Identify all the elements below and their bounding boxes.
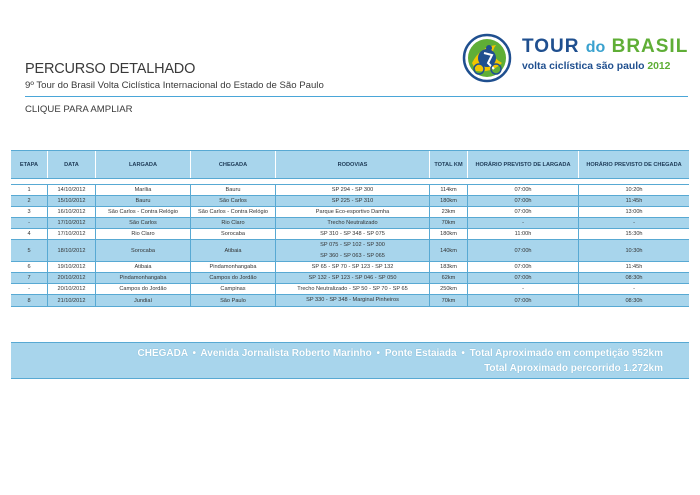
cell-largada: Pindamonhangaba [96,273,191,283]
logo-brasil: BRASIL [611,36,689,57]
cell-largada: Campos do Jordão [96,284,191,294]
cell-data: 17/10/2012 [48,218,96,228]
cell-total-km: 70km [430,218,468,228]
cell-data: 20/10/2012 [48,284,96,294]
cell-total-km: 114km [430,185,468,195]
cell-data: 18/10/2012 [48,240,96,261]
cell-horario-chegada: 10:20h [625,187,643,193]
cell-horario-largada: 11:00h [468,229,579,239]
separator-icon: • [192,348,196,359]
separator-icon: • [461,348,465,359]
enlarge-link[interactable]: CLIQUE PARA AMPLIAR [25,104,133,115]
rodovia-line: Parque Eco-esportivo Damha [315,208,390,215]
cell-horario-chegada: 10:30h [625,247,643,254]
cell-etapa: 7 [11,273,48,283]
cell-horario-chegada: 08:30h [625,297,643,304]
cell-largada: Jundiaí [96,295,191,306]
logo-wordmark [522,36,688,58]
logo-volta: volta ciclística são paulo [522,61,645,72]
table-row [11,218,689,229]
cell-total-km: 183km [430,262,468,272]
cell-rodovias [276,207,430,217]
table-row [11,207,689,218]
col-rodovias: RODOVIAS [276,151,430,178]
cell-chegada: Campos do Jordão [191,273,276,283]
cell-chegada: Atibaia [191,240,276,261]
cell-chegada: São Carlos - Contra Relógio [191,207,276,217]
rodovia-line: Trecho Neutralizado [327,219,378,226]
table-row [11,262,689,273]
cell-largada: Atibaia [96,262,191,272]
table-row [11,273,689,284]
cell-rodovias [276,284,430,294]
table-body [11,184,689,307]
cell-horario-largada: 07:00h [468,262,579,272]
page-subtitle: 9º Tour do Brasil Volta Ciclística Internacional do Estado de São Paulo [25,80,324,91]
cell-data: 15/10/2012 [48,196,96,206]
cell-horario-largada: 07:00h [468,295,579,306]
cell-horario-chegada: 08:30h [625,275,643,281]
cell-horario-chegada: - [633,286,635,292]
cell-etapa: 6 [11,262,48,272]
table-row [11,196,689,207]
banner-line-1 [138,348,663,359]
cell-horario-chegada: 15:30h [625,231,643,237]
cell-largada: Marília [96,185,191,195]
rodovia-line: SP 330 - SP 348 - Marginal Pinheiros [306,297,399,303]
cell-chegada: São Paulo [191,295,276,306]
route-table [11,150,689,307]
banner-total-competicao: Total Aproximado em competição 952km [469,348,663,359]
rodovia-line: SP 65 - SP 70 - SP 123 - SP 132 [311,263,394,270]
cell-largada: Bauru [96,196,191,206]
cell-rodovias [276,295,430,306]
cell-largada: Sorocaba [96,240,191,261]
col-etapa: ETAPA [11,151,48,178]
cell-data: 19/10/2012 [48,262,96,272]
cell-rodovias [276,218,430,228]
separator-icon: • [376,348,381,359]
cell-horario-chegada: 13:00h [625,209,643,215]
rodovia-line: SP 294 - SP 300 [331,186,374,193]
col-horario-chegada: HORÁRIO PREVISTO DE CHEGADA [586,161,682,168]
table-row [11,240,689,262]
logo-year: 2012 [647,61,671,72]
logo-tour: TOUR [522,36,580,57]
cell-rodovias [276,273,430,283]
cell-total-km: 23km [430,207,468,217]
cell-chegada: São Carlos [191,196,276,206]
cell-horario-largada: - [468,284,579,294]
cell-rodovias [276,240,430,261]
cell-rodovias [276,196,430,206]
cell-chegada: Sorocaba [191,229,276,239]
cell-data: 20/10/2012 [48,273,96,283]
cell-data: 17/10/2012 [48,229,96,239]
cell-etapa: 2 [11,196,48,206]
cell-horario-largada: 07:00h [468,207,579,217]
cell-total-km: 180km [430,196,468,206]
cell-data: 14/10/2012 [48,185,96,195]
table-row [11,295,689,306]
cell-horario-largada: 07:00h [468,240,579,261]
banner-avenida: Avenida Jornalista Roberto Marinho [200,348,372,359]
rodovia-line: SP 225 - SP 310 [331,197,374,204]
cell-total-km: 70km [430,295,468,306]
cell-largada: Rio Claro [96,229,191,239]
rodovia-line: SP 360 - SP 063 - SP 065 [320,252,385,259]
cell-horario-largada: 07:00h [468,273,579,283]
cell-largada: São Carlos - Contra Relógio [96,207,191,217]
cell-horario-largada: 07:00h [468,196,579,206]
table-row [11,284,689,295]
rodovia-line: SP 310 - SP 348 - SP 075 [320,230,385,237]
cell-horario-largada: 07:00h [468,185,579,195]
rodovia-line: SP 075 - SP 102 - SP 300 [320,241,385,248]
col-total-km: TOTAL KM [430,151,468,178]
tour-logo [462,33,692,83]
cell-etapa: 5 [11,240,48,261]
cell-rodovias [276,229,430,239]
table-row [11,185,689,196]
cell-etapa: - [11,218,48,228]
cyclist-emblem-icon [462,33,512,83]
banner-chegada: CHEGADA [137,348,188,359]
cell-etapa: - [11,284,48,294]
cell-chegada: Campinas [191,284,276,294]
header-rule [25,96,688,97]
cell-rodovias [276,185,430,195]
table-row [11,229,689,240]
cell-data: 16/10/2012 [48,207,96,217]
cell-rodovias [276,262,430,272]
cell-etapa: 4 [11,229,48,239]
cell-chegada: Rio Claro [191,218,276,228]
cell-etapa: 1 [11,185,48,195]
table-header [11,150,689,179]
cell-horario-chegada: - [633,220,635,226]
banner-total-percorrido: Total Aproximado percorrido 1.272km [484,363,663,374]
cell-chegada: Bauru [191,185,276,195]
cell-horario-largada: - [468,218,579,228]
logo-do: do [585,39,606,56]
cell-horario-chegada: 11:45h [625,264,643,270]
col-chegada: CHEGADA [191,151,276,178]
cell-etapa: 8 [11,295,48,306]
logo-tagline [522,61,670,72]
summary-banner [11,342,689,379]
col-horario-largada: HORÁRIO PREVISTO DE LARGADA [468,151,579,178]
cell-total-km: 250km [430,284,468,294]
cell-etapa: 3 [11,207,48,217]
page-title: PERCURSO DETALHADO [25,61,196,77]
cell-total-km: 180km [430,229,468,239]
rodovia-line: Trecho Neutralizado - SP 50 - SP 70 - SP 65 [297,285,408,292]
cell-largada: São Carlos [96,218,191,228]
cell-data: 21/10/2012 [48,295,96,306]
cell-total-km: 140km [430,240,468,261]
col-data: DATA [48,151,96,178]
rodovia-line: SP 132 - SP 123 - SP 046 - SP 050 [308,274,397,281]
col-largada: LARGADA [96,151,191,178]
cell-total-km: 62km [430,273,468,283]
cell-horario-chegada: 11:45h [625,198,643,204]
cell-chegada: Pindamonhangaba [191,262,276,272]
banner-ponte: Ponte Estaiada [384,348,457,359]
